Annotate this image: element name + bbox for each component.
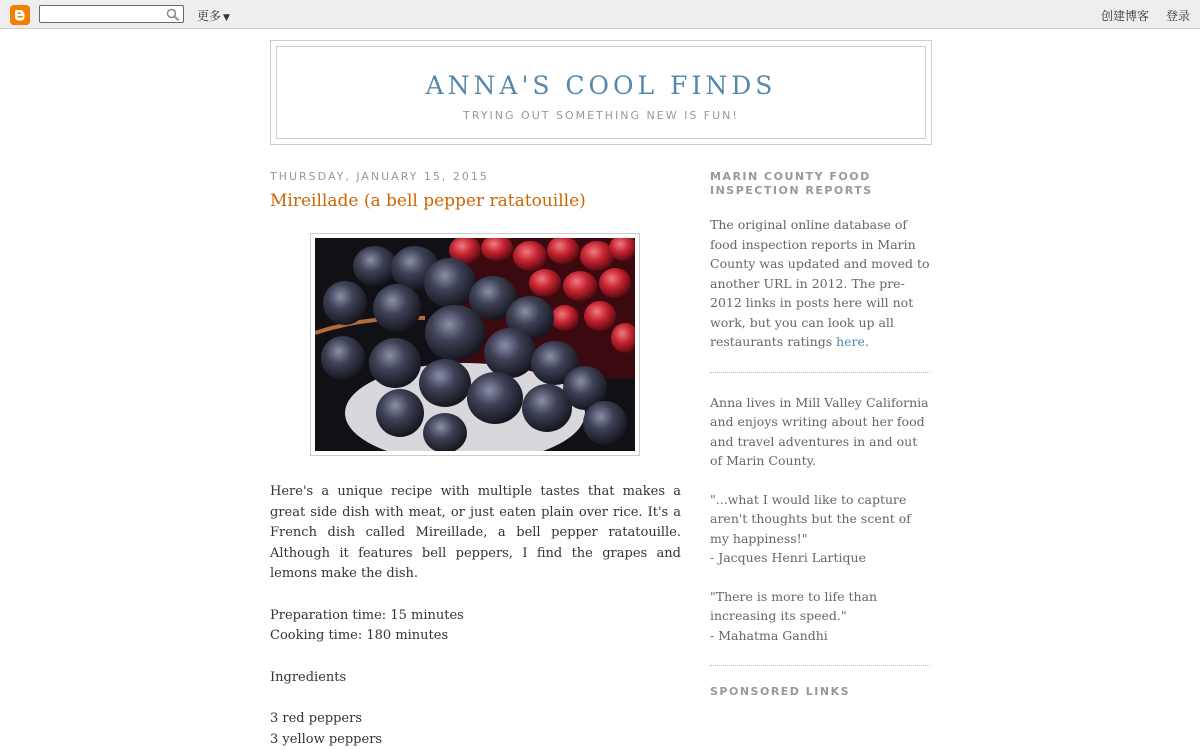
login-link[interactable]: 登录 [1166, 7, 1190, 24]
quote-2-author: - Mahatma Gandhi [710, 626, 930, 646]
more-menu-button[interactable] [197, 7, 230, 24]
quote-1: "...what I would like to capture aren't thoughts but the scent of my happiness!" [710, 490, 930, 549]
blogger-logo-icon[interactable] [10, 5, 30, 25]
create-blog-link[interactable]: 创建博客 [1101, 7, 1149, 24]
blog-description: TRYING OUT SOMETHING NEW IS FUN! [277, 109, 925, 122]
more-label: 更多 [197, 9, 221, 23]
spacer [270, 647, 681, 668]
sidebar [710, 170, 930, 699]
blogger-navbar [0, 0, 1200, 29]
ingredient-item: 3 yellow peppers [270, 730, 681, 750]
inspection-text: The original online database of food inspection reports in Marin County was updated and moved to another URL in 2012. The pre-2012 links in posts here will not work, but you can look up all restaurants ratings here. [710, 215, 930, 352]
post-photo[interactable] [310, 233, 640, 456]
post-date: THURSDAY, JANUARY 15, 2015 [270, 170, 489, 183]
chevron-down-icon: ▼ [223, 13, 230, 23]
inspection-heading: MARIN COUNTY FOOD INSPECTION REPORTS [710, 170, 930, 198]
blog-header-inner [276, 46, 926, 139]
search-icon[interactable] [166, 7, 180, 26]
search-input[interactable] [39, 5, 184, 23]
quote-1-author: - Jacques Henri Lartique [710, 548, 930, 568]
blog-header [270, 40, 932, 145]
blog-title[interactable]: ANNA'S COOL FINDS [277, 71, 925, 100]
ingredients-heading: Ingredients [270, 668, 681, 689]
sponsored-heading: SPONSORED LINKS [710, 685, 930, 699]
spacer [270, 688, 681, 709]
inspection-here-link[interactable]: here [836, 334, 865, 349]
post-intro: Here's a unique recipe with multiple tastes that makes a great side dish with meat, or just eaten plain over rice. It's a French dish called Mireillade, a bell pepper ratatouille. Although it features bell peppers, I find the grapes and lemons make the dish. [270, 482, 681, 585]
post-title[interactable]: Mireillade (a bell pepper ratatouille) [270, 191, 586, 211]
spacer [270, 585, 681, 606]
quote-2: "There is more to life than increasing its speed." [710, 587, 930, 626]
prep-time: Preparation time: 15 minutes [270, 606, 681, 627]
about-bio: Anna lives in Mill Valley California and enjoys writing about her food and travel adventures in and out of Marin County. [710, 393, 930, 471]
post-body [270, 482, 681, 750]
ingredient-item: 3 red peppers [270, 709, 681, 730]
cook-time: Cooking time: 180 minutes [270, 626, 681, 647]
grapes-photo [315, 238, 635, 451]
